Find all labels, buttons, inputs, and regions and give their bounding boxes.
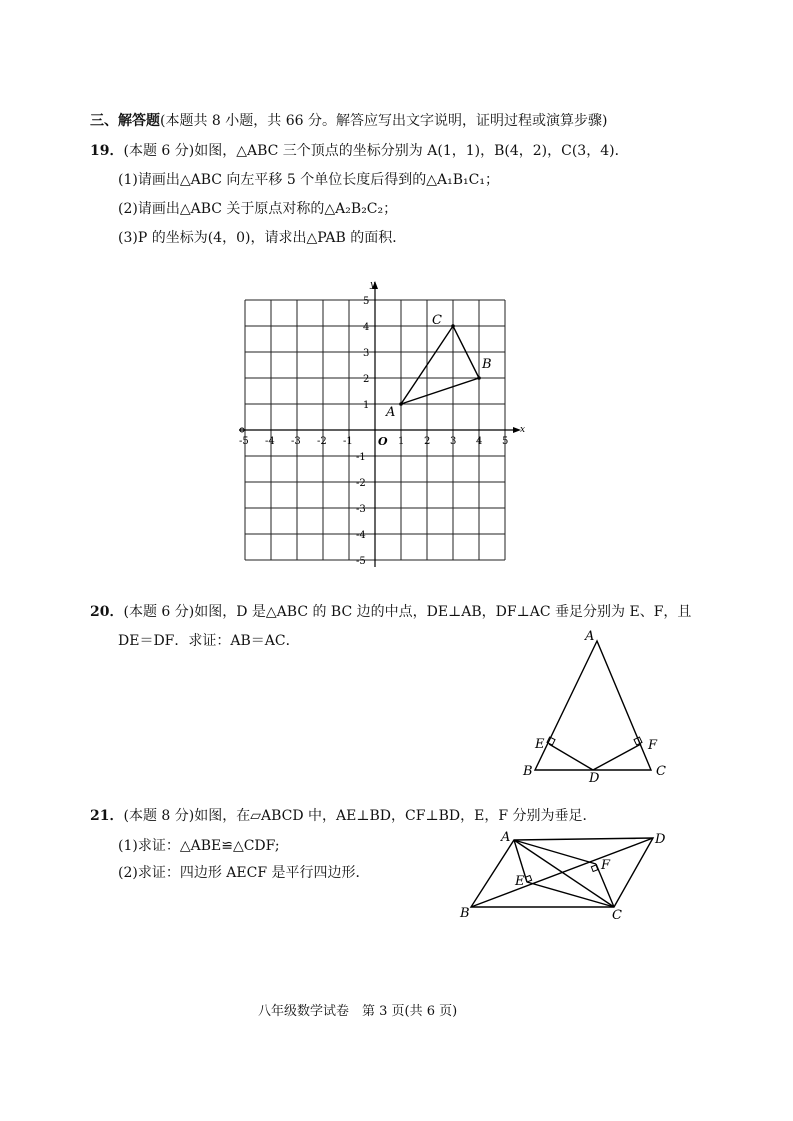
- q20-label-e: E: [535, 737, 545, 752]
- q21-part-2: (2)求证：四边形 AECF 是平行四边形．: [118, 865, 370, 881]
- q21-stem-row: [90, 807, 597, 825]
- x-axis-label: x: [520, 425, 526, 435]
- q21-label-c: C: [612, 908, 622, 923]
- q19-part-2: (2)请画出△ABC 关于原点对称的△A₂B₂C₂；: [118, 201, 398, 217]
- q20-number: 20．: [90, 604, 124, 620]
- q20-triangle-figure: [515, 628, 675, 788]
- y-tick-label: -3: [356, 504, 366, 515]
- q21-number: 21．: [90, 808, 124, 824]
- y-axis-label: y: [370, 280, 376, 290]
- label-a: A: [386, 405, 396, 420]
- y-tick-label: 2: [363, 374, 370, 385]
- x-tick-label: -5: [239, 436, 249, 447]
- q19-stem-row: [90, 142, 629, 160]
- origin-label: O: [378, 435, 388, 448]
- segment-ec: [527, 882, 614, 907]
- y-tick-label: 1: [363, 400, 370, 411]
- q19-coordinate-grid: [225, 275, 535, 575]
- section-heading: 三、解答题: [90, 113, 160, 129]
- q19-part-1: (1)请画出△ABC 向左平移 5 个单位长度后得到的△A₁B₁C₁；: [118, 172, 499, 188]
- q21-label-b: B: [460, 906, 470, 921]
- segment-de: [549, 744, 593, 770]
- q21-parallelogram-figure: [455, 825, 675, 925]
- segment-af: [514, 840, 596, 864]
- q20-triangle-abc: [535, 641, 651, 770]
- q21-label-d: D: [655, 832, 666, 847]
- point-c: [451, 324, 455, 328]
- right-angle-e: [525, 876, 531, 882]
- point-b: [477, 376, 481, 380]
- x-tick-label: -4: [265, 436, 275, 447]
- x-tick-label: -2: [317, 436, 327, 447]
- q20-label-d: D: [589, 771, 600, 786]
- q19-number: 19．: [90, 143, 124, 159]
- right-angle-f: [591, 865, 597, 871]
- x-tick-label: 3: [450, 436, 457, 447]
- q19-part-3: (3)P 的坐标为(4，0)，请求出△PAB 的面积．: [118, 230, 407, 246]
- segment-df: [593, 744, 641, 770]
- q20-stem-row: [90, 603, 691, 621]
- x-tick-label: 2: [424, 436, 431, 447]
- label-c: C: [432, 313, 442, 328]
- y-tick-label: 4: [363, 322, 370, 333]
- point-a: [399, 402, 403, 406]
- y-tick-label: -2: [356, 478, 366, 489]
- q20-label-a: A: [585, 629, 595, 644]
- section-heading-row: [90, 112, 607, 130]
- y-tick-label: -4: [356, 530, 366, 541]
- x-tick-label: 5: [502, 436, 509, 447]
- q20-label-c: C: [656, 764, 666, 779]
- y-tick-label: -1: [356, 452, 366, 463]
- q21-part-1: (1)求证：△ABE≌△CDF;: [118, 838, 280, 854]
- q21-label-f: F: [601, 858, 611, 873]
- y-tick-label: 5: [363, 296, 370, 307]
- q19-stem: (本题 6 分)如图，△ABC 三个顶点的坐标分别为 A(1，1)，B(4，2)，C(3，4)．: [123, 143, 629, 159]
- label-b: B: [482, 357, 492, 372]
- section-note: (本题共 8 小题，共 66 分。解答应写出文字说明，证明过程或演算步骤): [160, 113, 608, 129]
- q21-stem: (本题 8 分)如图，在▱ABCD 中，AE⊥BD，CF⊥BD，E，F 分别为垂足．: [123, 808, 597, 824]
- x-tick-label: -3: [291, 436, 301, 447]
- q21-label-e: E: [515, 874, 525, 889]
- y-tick-label: 3: [363, 348, 370, 359]
- q20-label-f: F: [648, 738, 658, 753]
- x-tick-label: 4: [476, 436, 483, 447]
- x-tick-label: -1: [343, 436, 353, 447]
- page-footer: 八年级数学试卷 第 3 页(共 6 页): [258, 1004, 458, 1019]
- q20-stem-1: (本题 6 分)如图，D 是△ABC 的 BC 边的中点，DE⊥AB，DF⊥AC 垂足分别为 E、F，且: [123, 604, 692, 620]
- q20-stem-2: DE＝DF．求证：AB＝AC．: [118, 633, 300, 649]
- y-tick-label: -5: [356, 556, 366, 567]
- diagonal-ac: [514, 840, 614, 907]
- x-tick-label: 1: [398, 436, 405, 447]
- q20-label-b: B: [523, 764, 533, 779]
- q21-label-a: A: [501, 830, 511, 845]
- triangle-abc: [401, 326, 479, 404]
